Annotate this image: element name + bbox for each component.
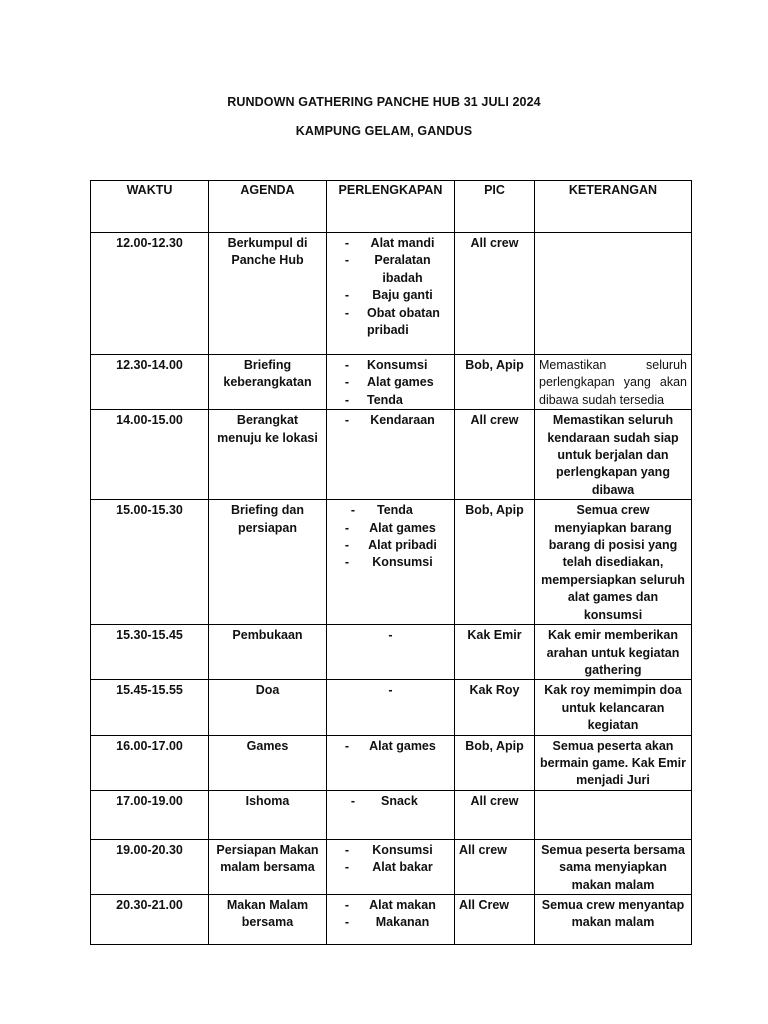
cell-keterangan: [535, 233, 692, 355]
header-perlengkapan: PERLENGKAPAN: [327, 181, 455, 233]
list-item: - Alat bakar: [344, 860, 433, 875]
list-item: - Alat games: [344, 520, 436, 535]
cell-perlengkapan: [327, 839, 455, 894]
table-row: [91, 233, 692, 355]
cell-agenda: Games: [209, 735, 327, 790]
table-header-row: [91, 181, 692, 233]
cell-pic: All crew: [455, 839, 535, 894]
cell-waktu: 15.45-15.55: [91, 680, 209, 735]
cell-waktu: 20.30-21.00: [91, 894, 209, 944]
list-item: - Kendaraan: [344, 413, 435, 428]
cell-pic: Kak Emir: [455, 625, 535, 680]
list-item: - Alat games: [344, 375, 434, 390]
cell-perlengkapan: [327, 790, 455, 839]
cell-waktu: 17.00-19.00: [91, 790, 209, 839]
cell-keterangan: Kak roy memimpin doa untuk kelancaran kegiatan: [535, 680, 692, 735]
cell-perlengkapan: [327, 233, 455, 355]
table-row: [91, 500, 692, 625]
cell-perlengkapan: [327, 735, 455, 790]
cell-agenda: Berangkat menuju ke lokasi: [209, 410, 327, 500]
cell-waktu: 16.00-17.00: [91, 735, 209, 790]
list-item: - Konsumsi: [344, 842, 433, 857]
cell-agenda: Berkumpul di Panche Hub: [209, 233, 327, 355]
list-item: - Tenda: [344, 392, 403, 407]
cell-keterangan: Semua peserta akan bermain game. Kak Emir menjadi Juri: [535, 735, 692, 790]
header-pic: PIC: [455, 181, 535, 233]
cell-keterangan: [535, 790, 692, 839]
list-item: - Alat makan: [344, 897, 436, 912]
cell-keterangan: Semua crew menyiapkan barang barang di posisi yang telah disediakan, mempersiapkan seluruh alat games dan konsumsi: [535, 500, 692, 625]
document-subtitle: KAMPUNG GELAM, GANDUS: [295, 124, 473, 138]
cell-pic: Bob, Apip: [455, 735, 535, 790]
cell-agenda: Pembukaan: [209, 625, 327, 680]
cell-waktu: 15.00-15.30: [91, 500, 209, 625]
cell-waktu: 12.30-14.00: [91, 355, 209, 410]
cell-keterangan: Kak emir memberikan arahan untuk kegiatan gathering: [535, 625, 692, 680]
cell-agenda: Doa: [209, 680, 327, 735]
header-keterangan: KETERANGAN: [535, 181, 692, 233]
cell-perlengkapan: [327, 410, 455, 500]
table-row: [91, 894, 692, 944]
cell-perlengkapan: [327, 500, 455, 625]
list-item: - Peralatan ibadah: [344, 253, 431, 285]
cell-keterangan: Memastikan seluruh kendaraan sudah siap untuk berjalan dan perlengkapan yang dibawa: [535, 410, 692, 500]
cell-waktu: 19.00-20.30: [91, 839, 209, 894]
cell-waktu: 14.00-15.00: [91, 410, 209, 500]
rundown-table: [90, 180, 692, 945]
table-row: [91, 625, 692, 680]
cell-keterangan: Memastikan seluruh perlengkapan yang akan dibawa sudah tersedia: [535, 355, 692, 410]
cell-agenda: Briefing dan persiapan: [209, 500, 327, 625]
cell-pic: All crew: [455, 790, 535, 839]
cell-perlengkapan: [327, 894, 455, 944]
cell-perlengkapan: [327, 355, 455, 410]
list-item: - Alat mandi: [344, 236, 435, 250]
table-row: [91, 735, 692, 790]
document-title: RUNDOWN GATHERING PANCHE HUB 31 JULI 2024: [227, 95, 541, 109]
cell-perlengkapan: -: [327, 680, 455, 735]
cell-agenda: Briefing keberangkatan: [209, 355, 327, 410]
cell-keterangan: Semua crew menyantap makan malam: [535, 894, 692, 944]
table-row: [91, 355, 692, 410]
list-item: - Konsumsi: [344, 555, 433, 570]
cell-agenda: Ishoma: [209, 790, 327, 839]
table-row: [91, 410, 692, 500]
table-row: [91, 839, 692, 894]
header-agenda: AGENDA: [209, 181, 327, 233]
list-item: - Alat games: [344, 738, 436, 753]
cell-pic: Kak Roy: [455, 680, 535, 735]
cell-pic: Bob, Apip: [455, 500, 535, 625]
list-item: - Tenda: [350, 503, 413, 518]
table-row: [91, 680, 692, 735]
list-item: - Alat pribadi: [344, 538, 437, 553]
list-item: - Snack: [350, 793, 418, 808]
cell-agenda: Makan Malam bersama: [209, 894, 327, 944]
header-waktu: WAKTU: [91, 181, 209, 233]
cell-agenda: Persiapan Makan malam bersama: [209, 839, 327, 894]
list-item: - Makanan: [344, 915, 430, 930]
cell-keterangan: Semua peserta bersama sama menyiapkan makan malam: [535, 839, 692, 894]
list-item: - Baju ganti: [344, 288, 433, 303]
table-row: [91, 790, 692, 839]
cell-pic: All crew: [455, 233, 535, 355]
cell-waktu: 12.00-12.30: [91, 233, 209, 355]
list-item: - Konsumsi: [344, 358, 428, 372]
cell-pic: All crew: [455, 410, 535, 500]
cell-pic: Bob, Apip: [455, 355, 535, 410]
cell-waktu: 15.30-15.45: [91, 625, 209, 680]
cell-perlengkapan: -: [327, 625, 455, 680]
cell-pic: All Crew: [455, 894, 535, 944]
list-item: - Obat obatan pribadi: [344, 305, 440, 338]
